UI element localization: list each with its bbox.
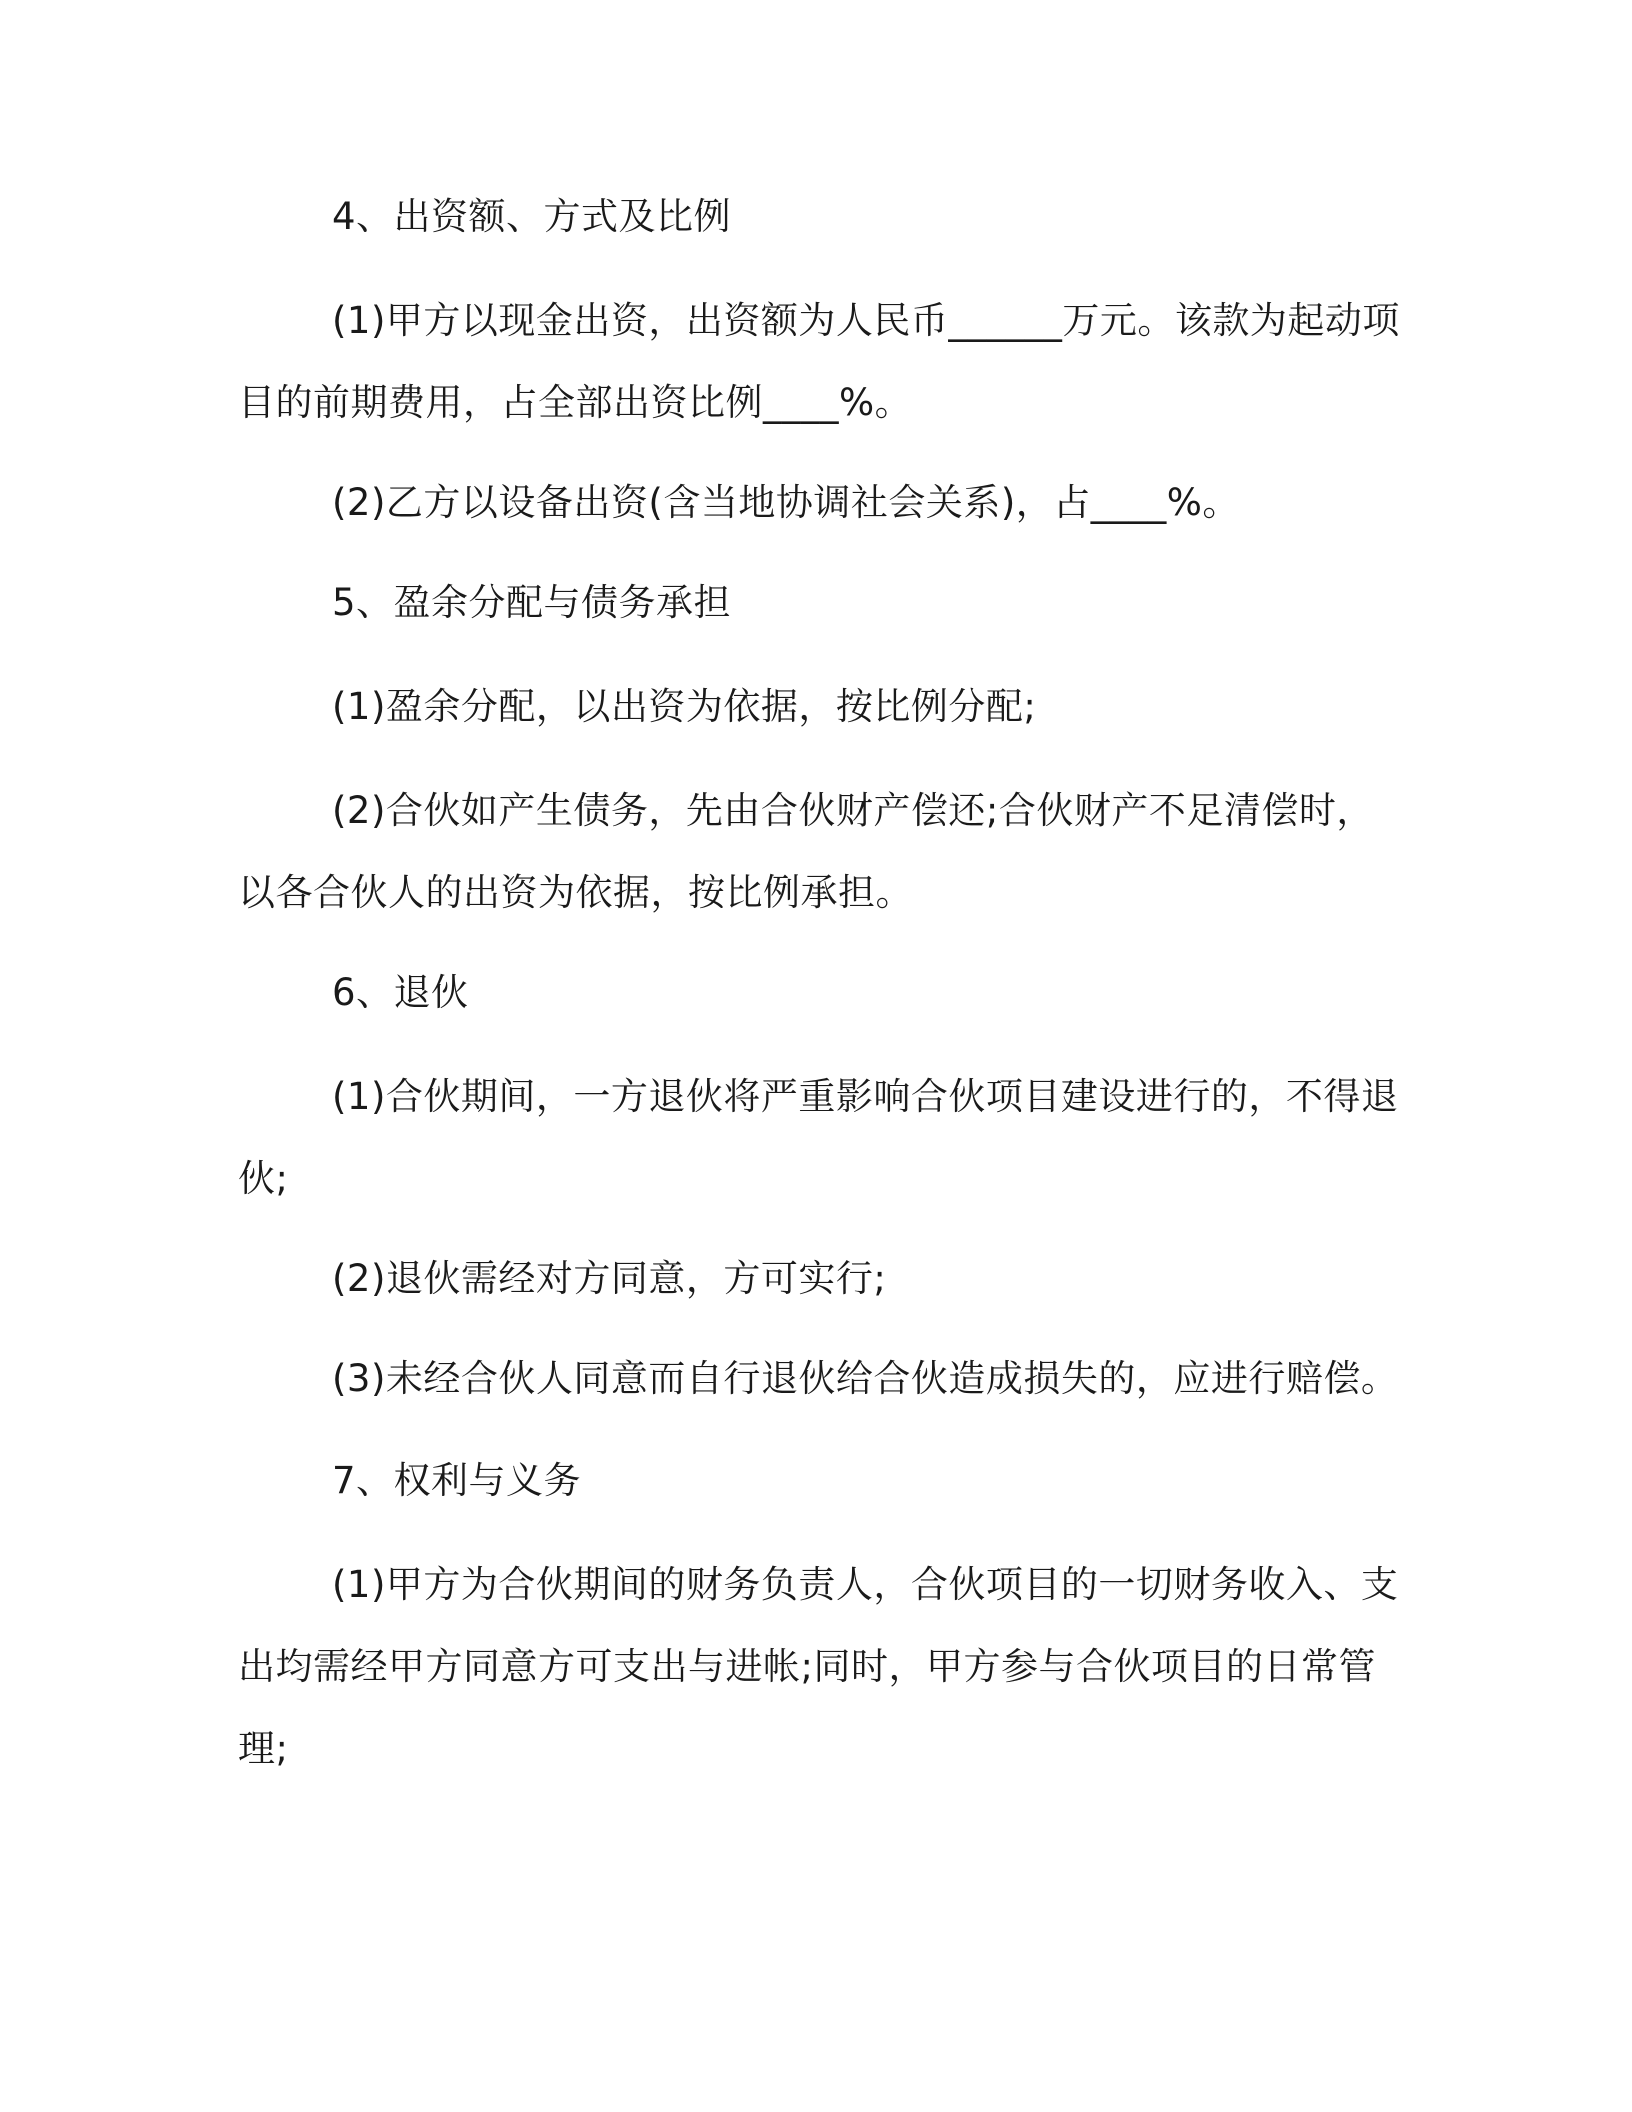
section-4-heading: 4、出资额、方式及比例 — [332, 195, 732, 238]
section-5-heading: 5、盈余分配与债务承担 — [332, 581, 732, 624]
section-5-paragraph-2: (2)合伙如产生债务，先由合伙财产偿还;合伙财产不足清偿时，以各合伙人的出资为依据，按比例承担。 — [238, 789, 1374, 914]
section-6-paragraph-3: (3)未经合伙人同意而自行退伙给合伙造成损失的，应进行赔偿。 — [332, 1357, 1399, 1400]
section-6-paragraph-1: (1)合伙期间，一方退伙将严重影响合伙项目建设进行的，不得退伙; — [238, 1075, 1399, 1200]
section-4-paragraph-2: (2)乙方以设备出资(含当地协调社会关系)，占____%。 — [332, 481, 1240, 524]
section-6-paragraph-2: (2)退伙需经对方同意，方可实行; — [332, 1257, 887, 1300]
section-4-paragraph-1: (1)甲方以现金出资，出资额为人民币______万元。该款为起动项目的前期费用，占全部出资比例____%。 — [238, 299, 1400, 424]
section-7-paragraph-1: (1)甲方为合伙期间的财务负责人，合伙项目的一切财务收入、支出均需经甲方同意方可支出与进帐;同时，甲方参与合伙项目的日常管理; — [238, 1563, 1399, 1770]
section-6-heading: 6、退伙 — [332, 971, 469, 1014]
section-7-heading: 7、权利与义务 — [332, 1459, 582, 1502]
section-5-paragraph-1: (1)盈余分配，以出资为依据，按比例分配; — [332, 685, 1037, 728]
